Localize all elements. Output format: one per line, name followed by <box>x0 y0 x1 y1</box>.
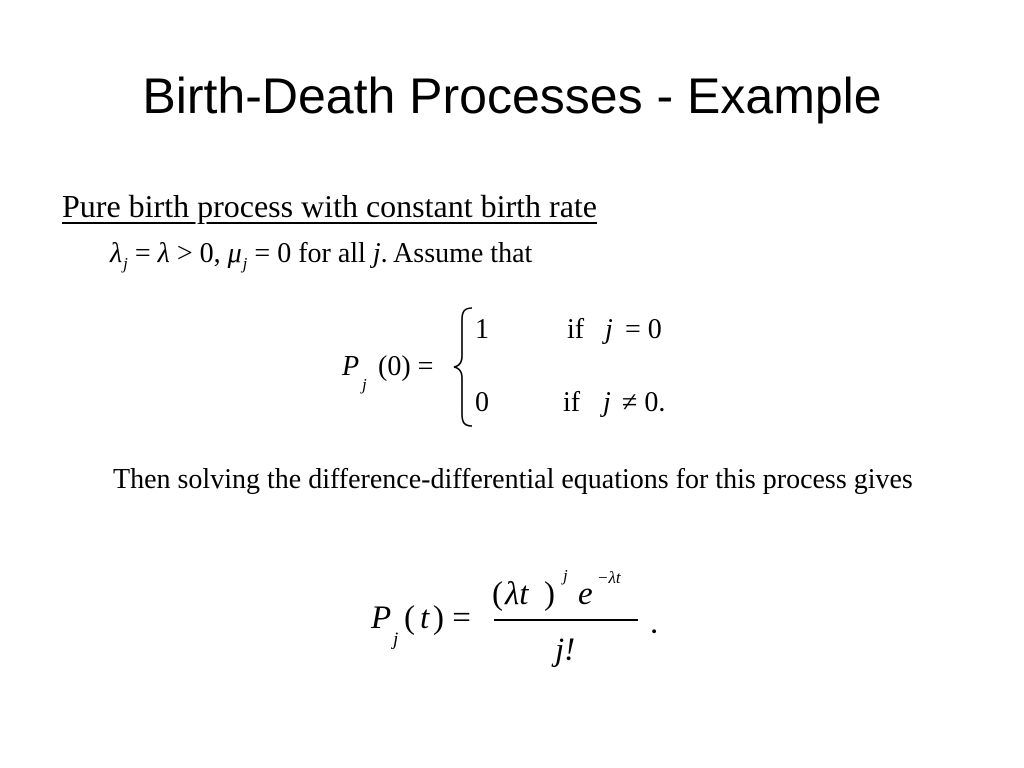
mu-zero-text: = 0 for all <box>247 238 373 269</box>
numerator-e: e <box>578 576 593 612</box>
equals-sign: = <box>127 238 158 269</box>
numerator-exponent: −λt <box>597 568 621 587</box>
eq1-P: P <box>342 351 360 382</box>
case2-variable: j <box>603 387 611 418</box>
case2-if: if <box>563 387 581 418</box>
denominator: j! <box>555 632 576 668</box>
eq2-t: t <box>420 600 430 636</box>
eq1-P-subscript: j <box>362 375 367 394</box>
body-paragraph: Then solving the difference-differential equations for this process gives <box>113 464 913 495</box>
eq2-P-subscript: j <box>393 629 399 650</box>
fraction-bar <box>494 619 638 621</box>
case1-value: 1 <box>475 314 489 345</box>
assume-text: . Assume that <box>380 238 533 269</box>
left-brace <box>452 306 474 428</box>
case1-relation: = 0 <box>625 314 662 345</box>
case2-relation: ≠ 0. <box>622 387 666 418</box>
slide-title: Birth-Death Processes - Example <box>142 68 882 124</box>
lambda-symbol-2: λ <box>157 238 170 269</box>
numerator-open-paren: ( <box>492 576 503 612</box>
case1-if: if <box>567 314 585 345</box>
eq1-lhs-arg: (0) = <box>378 351 434 382</box>
eq2-close-paren-equals: ) = <box>433 600 471 636</box>
rate-condition <box>110 236 532 275</box>
case2-value: 0 <box>475 387 489 418</box>
equation-period: . <box>650 605 659 641</box>
eq2-P: P <box>371 600 392 636</box>
case1-variable: j <box>605 314 613 345</box>
mu-subscript: j <box>242 254 248 273</box>
greater-than-zero: > 0, <box>169 238 228 269</box>
eq2-open-paren: ( <box>404 600 415 636</box>
numerator-exponent-j: j <box>563 566 568 585</box>
section-heading: Pure birth process with constant birth rate <box>62 188 597 224</box>
numerator-lambda-t: λt <box>505 576 529 612</box>
mu-symbol: μ <box>227 238 242 269</box>
j-variable: j <box>372 238 381 269</box>
numerator-close-paren: ) <box>544 576 555 612</box>
lambda-subscript: j <box>123 254 128 273</box>
lambda-symbol: λ <box>110 238 123 269</box>
